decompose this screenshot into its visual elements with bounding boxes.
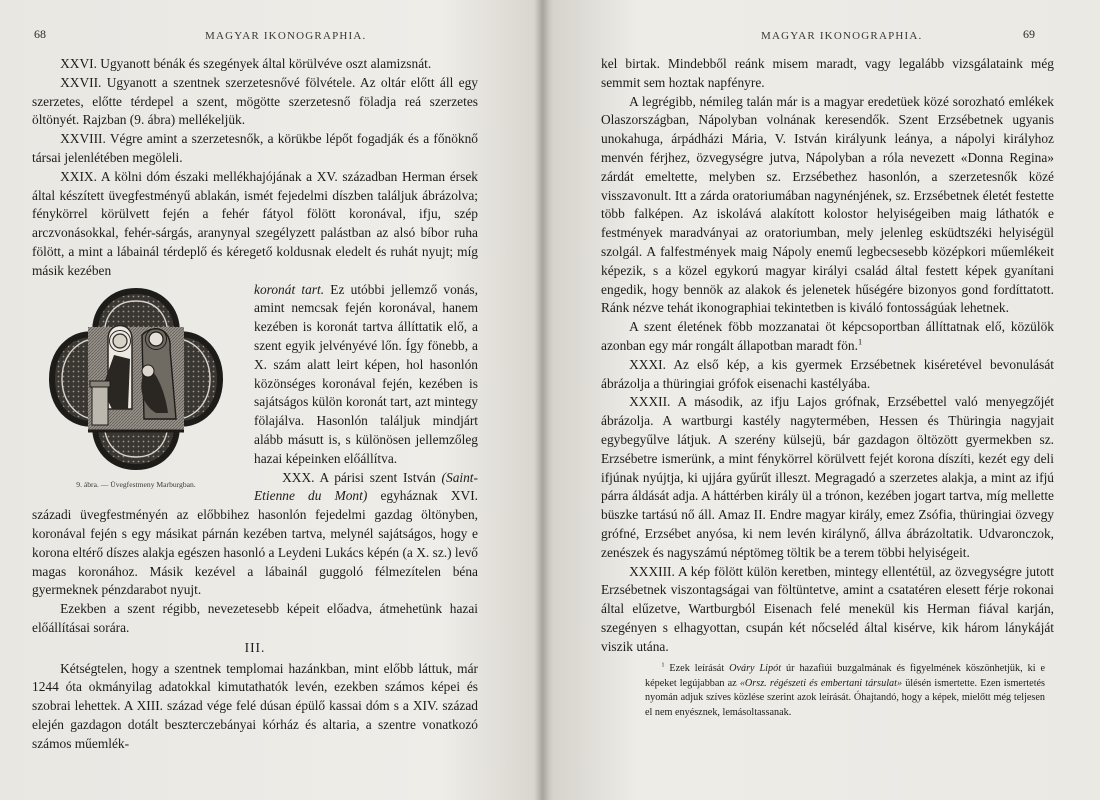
left-running-head: MAGYAR IKONOGRAPHIA.	[205, 30, 367, 42]
paragraph-kepcsoport	[601, 318, 1054, 356]
right-page-text	[601, 55, 1054, 657]
paragraph-xxx-italic: (Saint-Etienne du Mont)	[254, 469, 478, 504]
left-page	[0, 0, 535, 800]
paragraph-continued: kel birtak. Mindebből reánk misem maradt, vagy legalább vizsgálataink még semmit sem hoztak napfényre.	[601, 56, 1054, 90]
left-page-number: 68	[34, 27, 46, 41]
figure-9-stained-glass	[32, 283, 240, 495]
book-gutter	[535, 0, 549, 800]
footnote-rest: ülésén ismertette. Ezen ismertetés nyomán adjuk szíves közlése szerint azok leírását. Óhajtandó, hogy a képek, mielőtt még teljesen el nem enyésznek, lemásoltassanak.	[645, 677, 1046, 718]
footnote-marker: 1	[661, 661, 665, 669]
footnote-1	[645, 662, 1045, 720]
paragraph-xxxiii: XXXIII. A kép fölött külön keretben, mintegy ellentétül, az özvegységre jutott Erzsébetnek viszontagságai van föltüntetve, amint a csatatéren elesett férje rokonai által elűzetve, Wartburgból Eisenach felé menekül kis Herman fiával karján, szegényen s elhagyottan, csupán két nőcseléd által kisérve, kik három lánykáját viszik utána.	[601, 563, 1054, 654]
paragraph-xxix	[32, 168, 478, 281]
paragraph-xxxii: XXXII. A második, az ifju Lajos grófnak, Erzsébettel való menyegzőjét ábrázolja. A wartburgi kastély nagytermében, Hessen és Thüringia nagyjait egybegyűlve látjuk. A szerény külsejü, bár gazdagon öltözött gyermekben sz. Erzsébetre ismerünk, a mint fénykörrel körülvett fejét korona díszíti, kezét egy deli ifjúnak nyújtja, ki ujjára gyűrűt illeszt. Megragadó a szerzetes alakja, a mint az ifjú párra áldását adja. A háttérben király ül a trónon, kezében jogart tartva, míg mellette büszke tartású nő áll. Amaz II. Endre magyar király, emez Zsófia, thüringiai özvegy grófné, Erzsébet anyósa, ki nem levén királynő, állva ábrázoltatik. Udvaronczok, zenészek és nagyszámú néptömeg töltik be a terem többi helyiségeit.	[601, 394, 1054, 560]
paragraph-xxxi: XXXI. Az első kép, a kis gyermek Erzsébetnek kiséretével bevonulását ábrázolja a thüringiai grófok eisenachi kastélyába.	[601, 356, 1054, 391]
paragraph-xxvii: XXVII. Ugyanott a szentnek szerzetesnővé fölvétele. Az oltár előtt áll egy szerzetes, előtte térdepel a szent, mögötte szerzetesnő föladja reá szerzetes öltönyét. Rajzban (9. ábra) mellékeljük.	[32, 74, 478, 128]
paragraph-xxvi: XXVI. Ugyanott bénák és szegények által körülvéve oszt alamizsnát.	[60, 56, 432, 71]
footnote-block	[645, 662, 1045, 720]
paragraph-xxviii: XXVIII. Végre amint a szerzetesnők, a körükbe lépőt fogadják és a főnöknő társai jelenlétében megöleli.	[32, 131, 478, 165]
paragraph-xxix-text: XXIX. A kölni dóm északi mellékhajójának a XV. században Herman érsek által készített üvegfestményű ablakán, ismét fejedelmi díszben találjuk ábrázolva; fénykörrel körülvett fején a fehér fátyol fölött koronával, ifju, szép arczvonásokkal, fehér-sárgás, aranynyal szegélyzett palástban az alsó bíbor ruha fölött, a mint a lábainál térdeplő és kéregető koldusnak eledelt és ruhát nyujt; míg másik kezében	[32, 168, 478, 278]
paragraph-xxx-rest: egyháznak XVI. századi üvegfestményén az előbbihez hasonlón fejedelmi gazdag öltönyben, koronával fején s egy másikat párnán kezében tartva, melynél sajátságos, hogy e korona eltérő díszes alakja egészen hasonló a Leydeni Lukács képén (a X. sz.) levő magas koronához. Másik kezével a lábainál guggoló félmezítelen béna gyermeknek pénzdarabot nyujt.	[32, 488, 478, 598]
left-page-text	[32, 55, 478, 753]
footnote-lead: Ezek leírását	[669, 663, 725, 674]
paragraph-closing: Ezekben a szent régibb, nevezetesebb képeit előadva, átmehetünk hazai előállításai sorára.	[32, 601, 478, 635]
paragraph-xxix-rest: Ez utóbbi jellemző vonás, amint nemcsak fején koronával, hanem kezében is koronát tartva állíttatik elő, a szent egyik jelvényévé lőn. Így fönebb, a X. szám alatt leirt képen, hol hasonlón közönséges koronával fején, kezében is sajátságos külön koronát tart, azt mintegy fölajálva. Hasonlón találjuk mindjárt alább másutt is, s különösen jellemzőleg hazai képeinken előállítva.	[254, 281, 478, 466]
footnote-italic: «Orsz. régészeti és embertani társulat»	[739, 677, 903, 689]
footnote-name: Ováry Lipót	[729, 663, 782, 674]
paragraph-kepcsoport-text: A szent életének föbb mozzanatai öt képcsoportban állíttatnak elő, közülök azonban egy már rongált állapotban maradt fön.	[601, 319, 1054, 353]
italic-phrase-koronat-tart: koronát tart.	[254, 281, 325, 297]
paragraph-xxx-lead: XXX. A párisi szent István	[282, 469, 436, 485]
footnote-mid: úr hazafiúi buzgalmának és figyelmének köszönhetjük, ki e képeket legújabban az	[645, 663, 1045, 689]
paragraph-napoly: A legrégibb, némileg talán már is a magyar eredetüek közé sorozható emlékek Olaszországban, Nápolyban volnának keresendők. Szent Erzsébetnek ugyanis unokahuga, árpádházi Mária, V. István királyunk leánya, a nápolyi királyhoz menvén férjhez, özvegységre jutva, Nápolyban a róla nevezett «Donna Regina» zárdát emeltette, melyben sz. Erzsébethez hasonlón, a szerzetesnők közé visszavonult. Itt a zárda oratoriumában nagynénjének, sz. Erzsébetnek életét festette több falképen. Az iskolává alakított kolostor helyiségeiben maig láthatók e festmények maradványai az oratoriumban, mely jelenleg esküdtszéki helyiségül szolgál. A falfestmények maig Nápoly enemű legbecsesebb középkori műemlékeit képezik, s a közel egykorú magyar királyi család által festett képek gyanítani engedik, hogy bennök az alakok és jelenetek hűségére bizonyos gond fordíttatott. Ránk nézve tehát ikonographiai tekintetben is kiváló fontosságúak lehetnek.	[601, 93, 1054, 316]
right-page-number: 69	[1023, 27, 1035, 41]
stained-glass-quatrefoil-illustration	[32, 283, 240, 495]
section-heading-iii: III.	[244, 639, 266, 655]
paragraph-iii: Kétségtelen, hogy a szentnek templomai hazánkban, mint előbb láttuk, már 1244 óta okmányilag adatokkal kimutathatók levén, ezekben számos képei és szobrai lehettek. A XIII. század vége felé dúsan épülő kassai dóm s a XIV. század elején gazdagon dotált beszterczebányai kórház és altaria, a szentre vonatkozó számos műemlék-	[32, 660, 478, 751]
figure-caption: 9. ábra. — Üvegfestmeny Marburgban.	[76, 479, 196, 489]
right-running-head: MAGYAR IKONOGRAPHIA.	[761, 30, 923, 42]
footnote-reference: 1	[857, 337, 863, 347]
